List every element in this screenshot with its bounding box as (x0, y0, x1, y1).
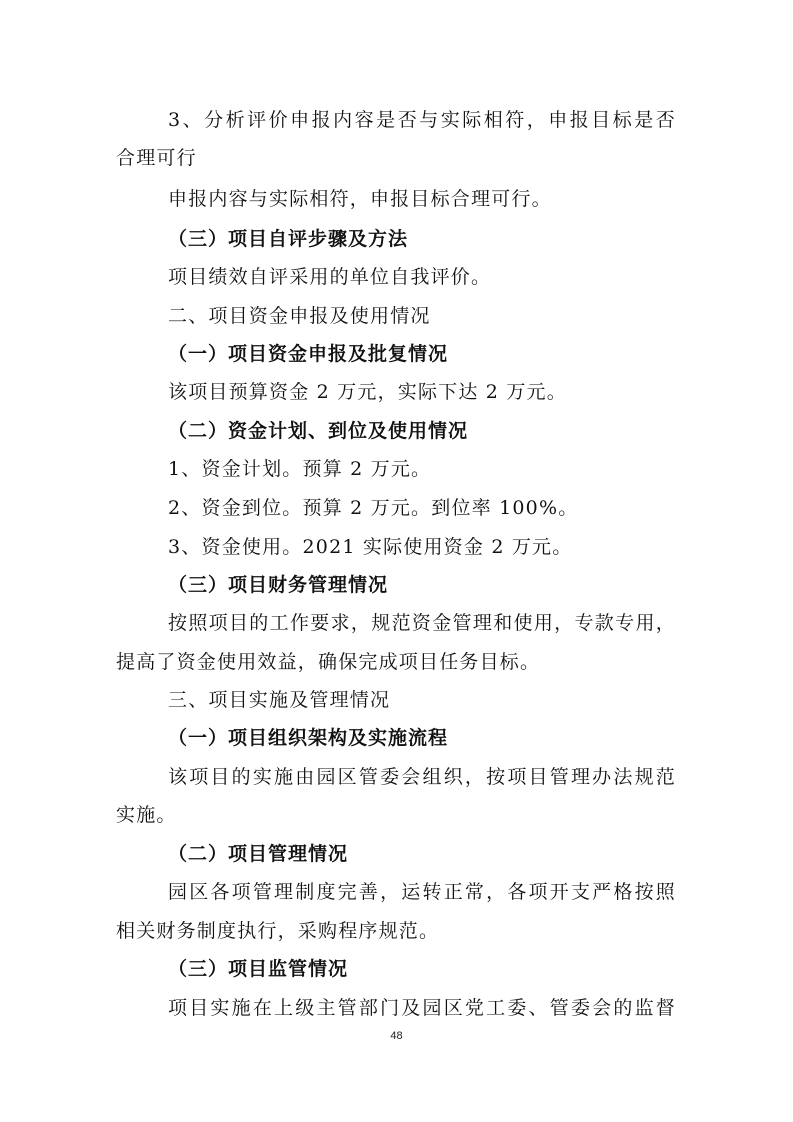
paragraph-line: 1、资金计划。预算 2 万元。 (168, 458, 432, 480)
paragraph-line: 该项目预算资金 2 万元，实际下达 2 万元。 (168, 381, 567, 403)
section-heading: （二）项目管理情况 (168, 843, 349, 865)
paragraph-line: 相关财务制度执行，采购程序规范。 (116, 920, 440, 942)
paragraph-line: 园区各项管理制度完善，运转正常，各项开支严格按照 (168, 881, 676, 903)
section-heading: （一）项目组织架构及实施流程 (168, 727, 449, 749)
paragraph-line: 3、资金使用。2021 实际使用资金 2 万元。 (168, 536, 573, 558)
page-number: 48 (390, 1030, 403, 1042)
paragraph-line: 2、资金到位。预算 2 万元。到位率 100%。 (168, 497, 579, 519)
section-heading: 三、项目实施及管理情况 (168, 689, 391, 711)
paragraph-line: 项目实施在上级主管部门及园区党工委、管委会的监督 (168, 997, 676, 1019)
paragraph-line: 该项目的实施由园区管委会组织，按项目管理办法规范 (168, 766, 676, 788)
section-heading: 二、项目资金申报及使用情况 (168, 305, 431, 327)
section-heading: （三）项目自评步骤及方法 (168, 228, 409, 250)
paragraph-line: 项目绩效自评采用的单位自我评价。 (168, 266, 492, 288)
paragraph-line: 提高了资金使用效益，确保完成项目任务目标。 (116, 651, 541, 673)
section-heading: （三）项目财务管理情况 (168, 574, 389, 596)
section-heading: （一）项目资金申报及批复情况 (168, 343, 449, 365)
paragraph-line: 申报内容与实际相符，申报目标合理可行。 (168, 188, 552, 210)
paragraph-line: 实施。 (116, 804, 177, 826)
section-heading: （三）项目监管情况 (168, 958, 349, 980)
section-heading: （二）资金计划、到位及使用情况 (168, 420, 469, 442)
paragraph-line: 合理可行 (116, 147, 197, 169)
paragraph-line: 3、分析评价申报内容是否与实际相符，申报目标是否 (168, 109, 676, 131)
paragraph-line: 按照项目的工作要求，规范资金管理和使用，专款专用， (168, 612, 676, 634)
